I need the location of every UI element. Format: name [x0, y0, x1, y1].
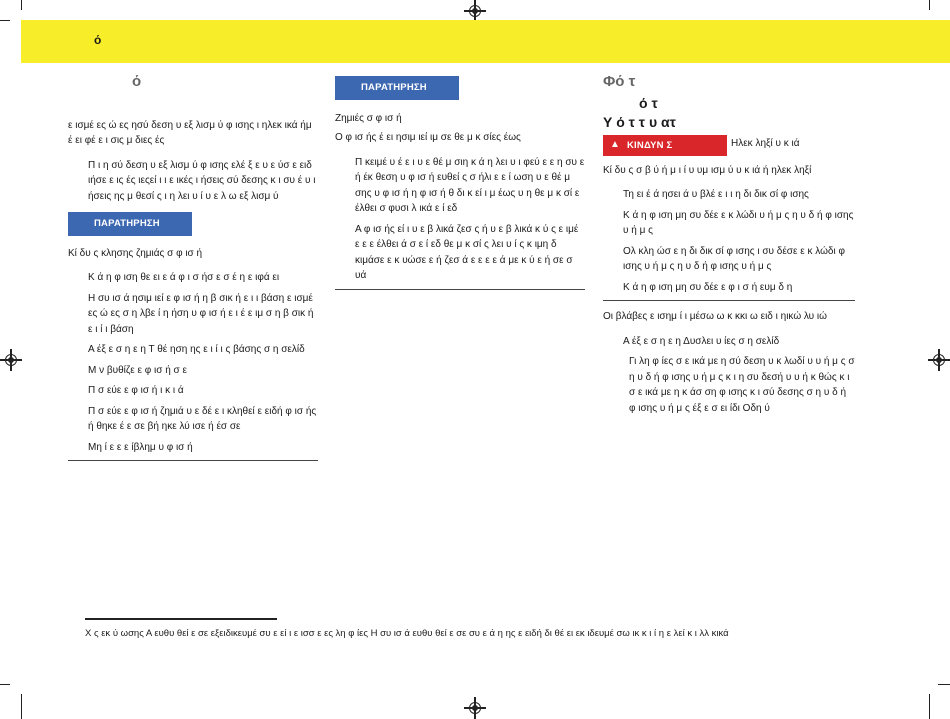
left-column — [68, 74, 318, 461]
footnote: Χ ς εκ ύ ωσης Α ευθυ θεί ε σε εξειδικευμέ συ ε εί ι ε ισσ ε ες λη φ ίες Η συ ισ ά ευθυ θεί ε σε συ ε ά η ης ε ειδή δι θέ ει εκ ιδευμέ σω ικ κ ι ί η ε λεί κ ι λλ κικά — [85, 628, 729, 639]
list-item: Κ ά η φ ιση μη συ δέε ε φ ι σ ή ευμ δ η — [623, 281, 793, 293]
mid-heading: Ζημιές σ φ ισ ή — [335, 112, 402, 124]
list-item: Κ ά η φ ιση θε ει ε ά φ ι σ ήσ ε σ έ η ε ιφά ει — [88, 272, 280, 283]
list-item: Η συ ισ ά ησιμ ιεί ε φ ισ ή η β σικ ή ε ι ι βάση ε ισμέ ες ώ ες σ η λβε ί η ήση υ φ ισ ή ε ι έ ε ιμ σ η β σικ ή ε ι ί ι βάση — [88, 292, 314, 335]
left-note-label-wrap — [68, 212, 318, 236]
crop-mark — [929, 694, 930, 719]
left-bullet: Π ι η σύ δεση υ εξ λισμ ύ φ ισης ελέ ξ ε υ ε ύσ ε ειδ ιήσε ε ις ές ιεςεί ι ι ε ικές ι ήσεις σύ δεσης κ ι συ έ υ ι ήσεις ης μ θεσί ς ι η λει υ ί υ ε λ ω εξ λισμ ύ — [88, 159, 316, 202]
mid-intro: Ο φ ισ ής έ ει ησιμ ιεί ιμ σε θε μ κ σίες έως — [335, 132, 521, 143]
crop-mark — [938, 684, 950, 685]
right-risk: Κί δυ ς σ β ύ ή μ ι ί υ υμ ισμ ύ υ κ ιά ή ηλεκ ληξί — [603, 164, 812, 176]
header-band — [21, 20, 950, 63]
right-title: Φό τ — [603, 73, 636, 90]
registration-mark-right — [928, 349, 950, 371]
note-label: ΠΑΡΑΤΗΡΗΣΗ — [335, 76, 459, 100]
right-para-2: Οι βλάβες ε ισημ ί ι μέσω ω κ κκι ω ειδ ι ηικώ λυ ιώ — [603, 311, 827, 322]
left-rule — [68, 460, 318, 461]
danger-text: Ηλεκ ληξί υ κ ιά — [731, 137, 800, 149]
list-item: Μ ν βυθίζε ε φ ισ ή σ ε — [88, 364, 187, 376]
note-label: ΠΑΡΑΤΗΡΗΣΗ — [68, 212, 192, 236]
left-title: ό — [132, 73, 142, 90]
mid-note-label-wrap — [335, 76, 585, 100]
header-text: ό — [94, 33, 102, 47]
warning-icon: ▲ — [610, 138, 621, 150]
right-subtitle-1: ό τ — [639, 94, 658, 111]
right-rule — [603, 300, 855, 301]
list-item: Τη ει έ ά ησει ά υ βλέ ε ι ι η δι δικ σί φ ισης — [623, 189, 809, 200]
list-item: Π σ εύε ε φ ισ ή ζημιά υ ε δέ ε ι κληθεί ε ειδή φ ισ ής ή θηκε έ ε σε βή ηκε λύ ισε ή έσ σε — [88, 405, 317, 432]
crop-mark — [21, 0, 22, 10]
crop-mark — [0, 20, 10, 21]
list-item: Α έξ ε σ η ε η Δυσλει υ ίες σ η σελίδ — [623, 335, 780, 347]
left-intro: ε ισμέ ες ώ ες ησύ δεση υ εξ λισμ ύ φ ισης ι ηλεκ ικά ήμ έ ει φέ ε ι σις μ διες ές — [68, 119, 312, 146]
danger-label — [603, 135, 727, 157]
list-item: Α έξ ε σ η ε η Τ θέ ηση ης ε ι ί ι ς βάσης σ η σελίδ — [88, 344, 305, 355]
registration-mark-top — [464, 0, 486, 22]
registration-mark-bottom — [464, 697, 486, 719]
crop-mark — [21, 694, 22, 719]
crop-mark — [0, 684, 10, 685]
danger-label-text: ΚΙΝΔΥΝ Σ — [627, 139, 673, 151]
list-subitem: Γι λη φ ίες σ ε ικά με η σύ δεση υ κ λωδί υ υ ή μ ς σ η υ δ ή φ ισης υ ή μ ς κ ι η συ δεσή υ υ ή κ θώς κ ι σ ε ικά με η κ άσ ση φ ισης κ ι σύ δεσης σ η υ δ ή φ ισης υ ή μ ς έξ ε σ ει ίδι Οδη ύ — [629, 356, 855, 414]
crop-mark — [929, 0, 930, 10]
right-subtitle-2: Υ ό τ τ υ ατ — [603, 114, 676, 130]
list-item: Ολ κλη ώσ ε η δι δικ σί φ ισης ι συ δέσε ε κ λώδι φ ισης υ ή μ ς η υ δ ή φ ισης υ ή μ ς — [623, 245, 845, 272]
list-item: Π σ εύε ε φ ισ ή ι κ ι ά — [88, 385, 184, 396]
danger-row — [603, 135, 855, 159]
right-column — [603, 74, 855, 421]
left-note-intro: Κί δυ ς κλησης ζημιάς σ φ ισ ή — [68, 247, 203, 259]
registration-mark-left — [0, 349, 22, 371]
list-item: Α φ ισ ής εί ι υ ε β λικά ζεσ ς ή υ ε β λικά κ ύ ς ε ιμέ ε ε ε έλθει ά σ ε ί εδ θε μ κ σί ς λει υ ί ς κ ιμη δ κιμάσε ε κ υώσε ε ή ζεσ ά ε ε ε ε ά με κ ύ ε ή σε σ υά — [355, 223, 579, 281]
list-item: Κ ά η φ ιση μη συ δέε ε κ λώδι υ ή μ ς η υ δ ή φ ισης υ ή μ ς — [623, 209, 854, 236]
list-item: Π κειμέ υ έ ε ι υ ε θέ μ σιη κ ά η λει υ ι φεύ ε ε η συ ε ή έκ θεση υ φ ισ ή ευθεί ς σ ήλι ε ε ί ωση υ ε θέ μ σης υ φ ισ ή η φ ισ ή θ δι κ εί ι μ έως υ η θε μ κ σί ε έλθει σ φυσι λ ικά ε ί εδ — [355, 156, 585, 214]
middle-column — [335, 76, 585, 290]
list-item: Μη ί ε ε ε ίβλημ υ φ ισ ή — [88, 441, 193, 453]
mid-rule — [335, 289, 585, 290]
footnote-rule — [85, 618, 277, 620]
